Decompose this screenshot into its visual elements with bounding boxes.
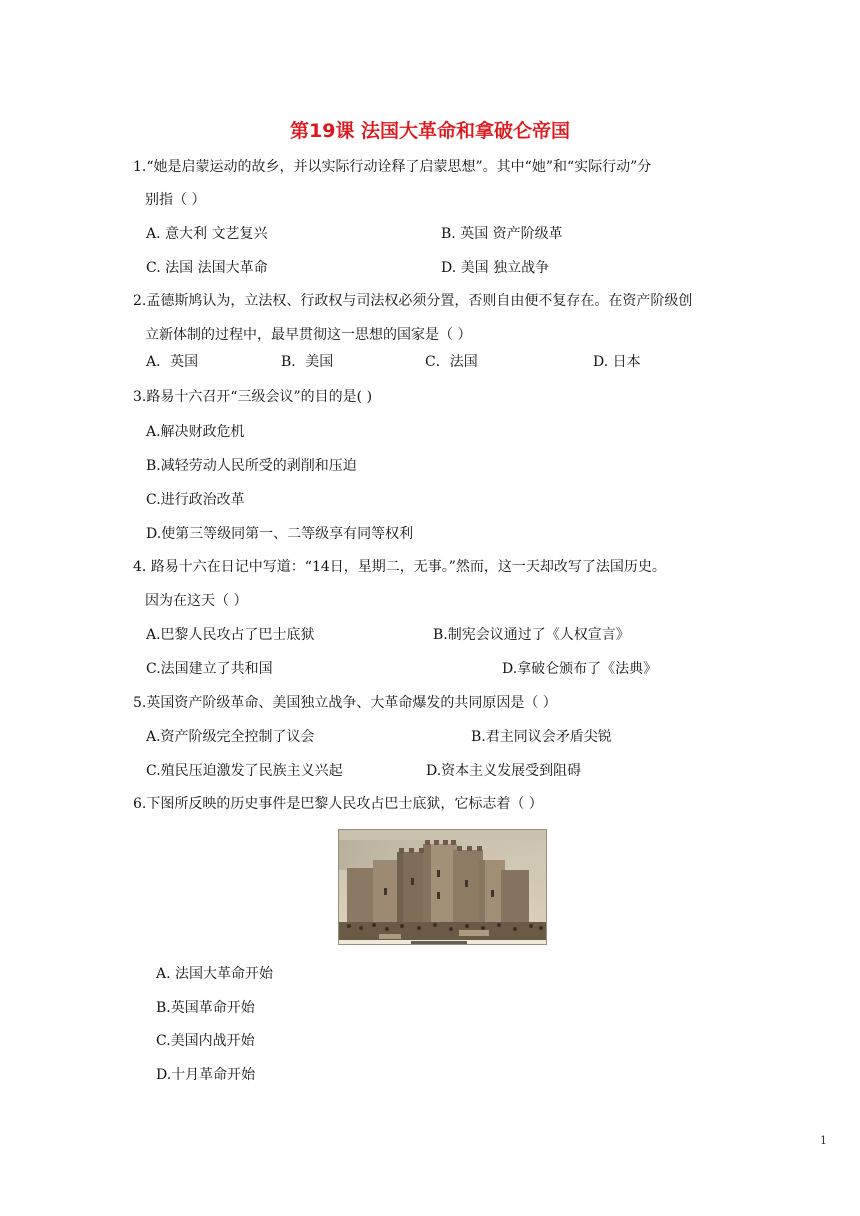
q2-option-c: C．法国	[425, 354, 478, 370]
q6-option-b: B.英国革命开始	[156, 1000, 255, 1016]
q4-option-c: C.法国建立了共和国	[146, 661, 273, 677]
q3-option-d: D.使第三等级同第一、二等级享有同等权利	[146, 526, 414, 542]
q3-option-a: A.解决财政危机	[146, 424, 245, 440]
q6-option-a: A. 法国大革命开始	[156, 966, 274, 982]
q1-option-a: A. 意大利 文艺复兴	[146, 226, 268, 242]
q6-option-d: D.十月革命开始	[156, 1067, 256, 1083]
q6-option-c: C.美国内战开始	[156, 1033, 255, 1049]
q5-option-c: C.殖民压迫激发了民族主义兴起	[146, 763, 343, 779]
q6-stem: 6.下图所反映的历史事件是巴黎人民攻占巴士底狱，它标志着（ ）	[133, 796, 543, 812]
q3-option-c: C.进行政治改革	[146, 492, 245, 508]
q5-option-b: B.君主同议会矛盾尖锐	[471, 729, 612, 745]
q2-stem-line2: 立新体制的过程中，最早贯彻这一思想的国家是（ ）	[145, 327, 472, 343]
q1-stem-line1: 1.“她是启蒙运动的故乡，并以实际行动诠释了启蒙思想”。其中“她”和“实际行动”分	[133, 159, 652, 175]
q1-option-d: D. 美国 独立战争	[441, 260, 550, 276]
q4-option-a: A.巴黎人民攻占了巴士底狱	[146, 627, 315, 643]
q3-option-b: B.减轻劳动人民所受的剥削和压迫	[146, 458, 357, 474]
q4-stem-line2: 因为在这天（ ）	[145, 593, 248, 609]
q2-stem-line1: 2.孟德斯鸠认为，立法权、行政权与司法权必须分置，否则自由便不复存在。在资产阶级创	[133, 293, 693, 309]
q4-stem-line1: 4. 路易十六在日记中写道：“14日，星期二，无事。”然而，这一天却改写了法国历史。	[133, 559, 666, 575]
q2-option-b: B．美国	[281, 354, 334, 370]
q5-option-d: D.资本主义发展受到阻碍	[426, 763, 582, 779]
bastille-storming-image	[338, 829, 547, 945]
page-number: 1	[820, 1134, 827, 1147]
q3-stem: 3.路易十六召开“三级会议”的目的是( )	[133, 389, 373, 405]
q4-option-d: D.拿破仑颁布了《法典》	[502, 661, 658, 677]
page-title: 第19课 法国大革命和拿破仑帝国	[289, 120, 571, 142]
q5-option-a: A.资产阶级完全控制了议会	[146, 729, 315, 745]
q2-option-a: A．英国	[146, 354, 199, 370]
q4-option-b: B.制宪会议通过了《人权宣言》	[433, 627, 630, 643]
q5-stem: 5.英国资产阶级革命、美国独立战争、大革命爆发的共同原因是（ ）	[133, 695, 557, 711]
q1-option-c: C. 法国 法国大革命	[146, 260, 268, 276]
q2-option-d: D. 日本	[593, 354, 641, 370]
q1-option-b: B. 英国 资产阶级革	[441, 226, 563, 242]
q1-stem-line2: 别指（ ）	[145, 192, 206, 208]
